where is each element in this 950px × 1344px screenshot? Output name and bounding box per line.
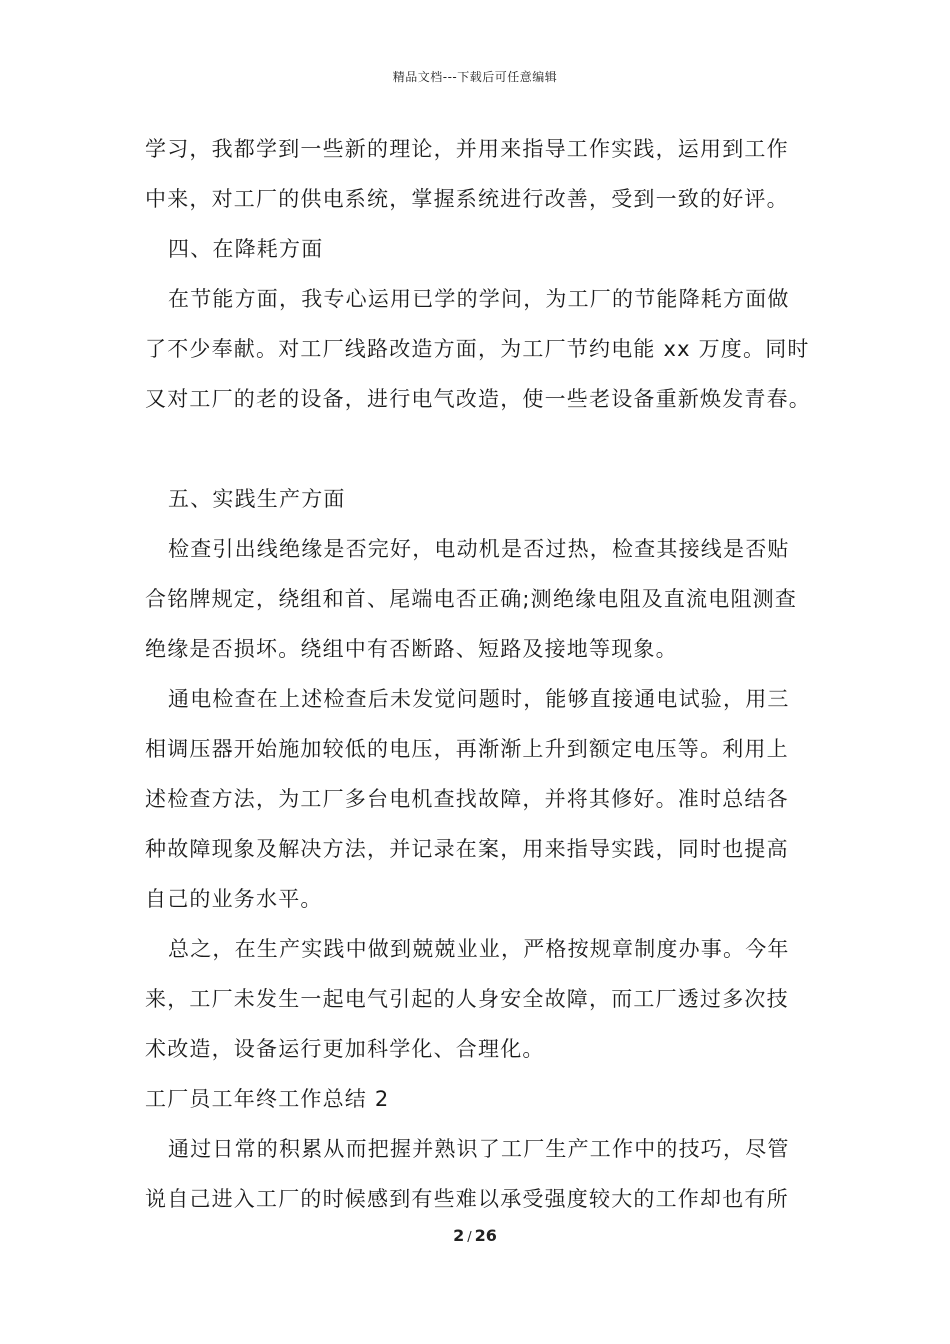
total-pages-number: 26 [474,1226,497,1245]
page-number [0,1226,950,1245]
paragraph-line: 通电检查在上述检查后未发觉问题时，能够直接通电试验，用三 [168,687,790,711]
paragraph-line: 检查引出线绝缘是否完好，电动机是否过热，检查其接线是否贴 [168,537,790,561]
paragraph-line: 绝缘是否损坏。绕组中有否断路、短路及接地等现象。 [145,637,678,661]
page-number-separator: / [467,1230,472,1245]
section-heading: 四、在降耗方面 [168,237,324,261]
document-subtitle: 工厂员工年终工作总结 2 [145,1087,390,1111]
paragraph-line: 学习，我都学到一些新的理论，并用来指导工作实践，运用到工作 [145,137,789,161]
paragraph-line: 合铭牌规定，绕组和首、尾端电否正确;测绝缘电阻及直流电阻测查 [145,587,798,611]
paragraph-line: 相调压器开始施加较低的电压，再渐渐上升到额定电压等。利用上 [145,737,789,761]
paragraph-line: 通过日常的积累从而把握并熟识了工厂生产工作中的技巧，尽管 [168,1137,790,1161]
paragraph-line: 在节能方面，我专心运用已学的学问，为工厂的节能降耗方面做 [168,287,790,311]
section-heading: 五、实践生产方面 [168,487,346,511]
document-body [145,124,825,1224]
paragraph-line: 总之，在生产实践中做到兢兢业业，严格按规章制度办事。今年 [168,937,790,961]
paragraph-line: 了不少奉献。对工厂线路改造方面，为工厂节约电能 xx 万度。同时 [145,337,810,361]
paragraph-line: 来，工厂未发生一起电气引起的人身安全故障，而工厂透过多次技 [145,987,789,1011]
paragraph-line: 述检查方法，为工厂多台电机查找故障，并将其修好。准时总结各 [145,787,789,811]
page-header: 精品文档---下载后可任意编辑 [392,70,558,84]
current-page-number: 2 [453,1226,465,1245]
paragraph-line: 说自己进入工厂的时候感到有些难以承受强度较大的工作却也有所 [145,1187,789,1211]
paragraph-line: 又对工厂的老的设备，进行电气改造，使一些老设备重新焕发青春。 [145,387,811,411]
blank-line [145,424,825,474]
paragraph-line: 中来，对工厂的供电系统，掌握系统进行改善，受到一致的好评。 [145,187,789,211]
paragraph-line: 自己的业务水平。 [145,887,323,911]
paragraph-line: 术改造，设备运行更加科学化、合理化。 [145,1037,545,1061]
paragraph-line: 种故障现象及解决方法，并记录在案，用来指导实践，同时也提高 [145,837,789,861]
